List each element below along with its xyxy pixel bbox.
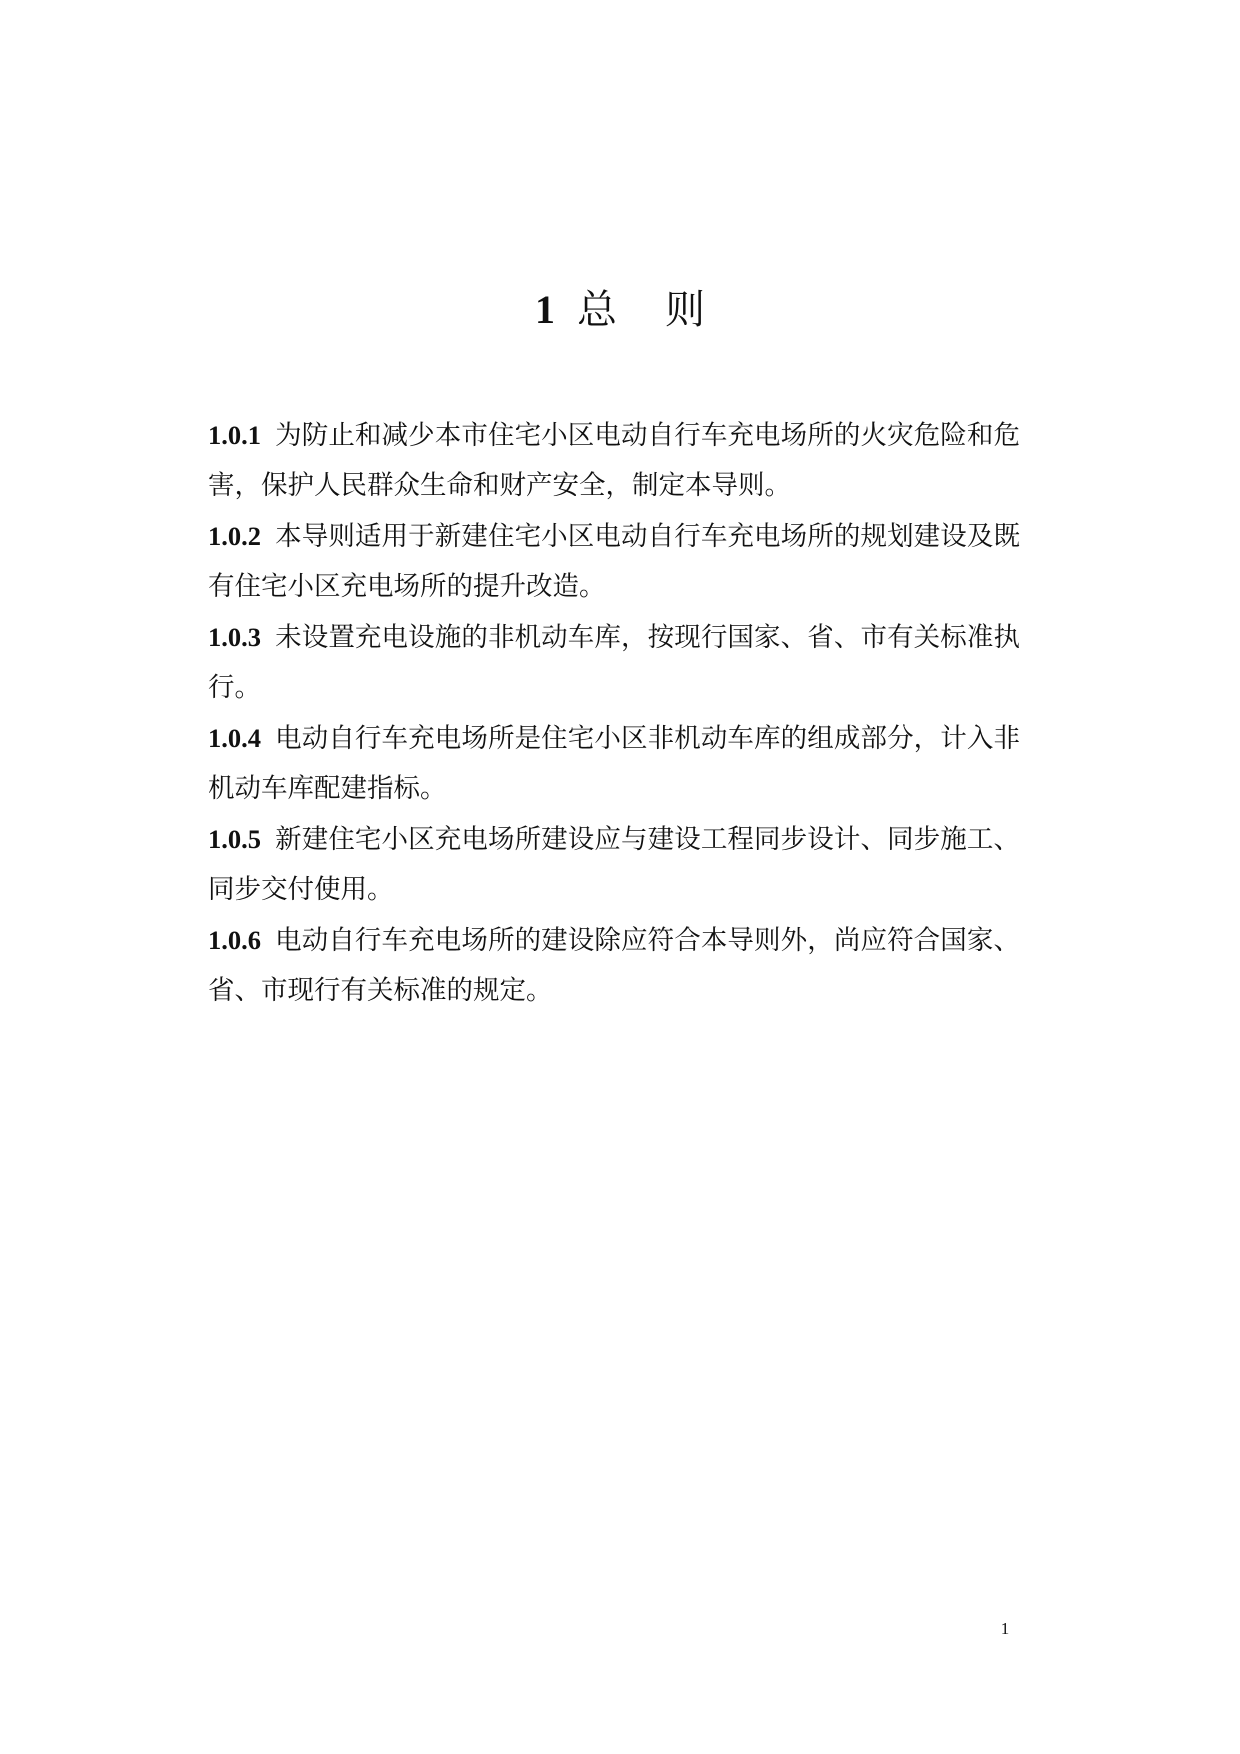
- clause-id: 1.0.5: [208, 824, 261, 854]
- clause-text: 电动自行车充电场所是住宅小区非机动车库的组成部分，计入非机动车库配建指标。: [208, 723, 1020, 804]
- clause-id: 1.0.4: [208, 723, 261, 753]
- chapter-title-char-2: 则: [665, 287, 705, 333]
- page-number: 1: [1000, 1619, 1010, 1638]
- clause-text: 电动自行车充电场所的建设除应符合本导则外，尚应符合国家、省、市现行有关标准的规定。: [208, 925, 1020, 1006]
- clause-id: 1.0.1: [208, 420, 261, 450]
- clause-text: 为防止和减少本市住宅小区电动自行车充电场所的火灾危险和危害，保护人民群众生命和财产安全，制定本导则。: [208, 420, 1020, 501]
- clause-list: [208, 410, 1020, 1016]
- chapter-number: 1: [535, 287, 555, 332]
- clause-id: 1.0.6: [208, 925, 261, 955]
- clause-1-0-2: [208, 511, 1020, 612]
- clause-id: 1.0.2: [208, 521, 261, 551]
- clause-1-0-5: [208, 814, 1020, 915]
- chapter-title-char-1: 总: [577, 287, 617, 333]
- chapter-title: [0, 282, 1240, 338]
- clause-text: 本导则适用于新建住宅小区电动自行车充电场所的规划建设及既有住宅小区充电场所的提升改造。: [208, 521, 1020, 602]
- clause-1-0-3: [208, 612, 1020, 713]
- clause-id: 1.0.3: [208, 622, 261, 652]
- clause-text: 未设置充电设施的非机动车库，按现行国家、省、市有关标准执行。: [208, 622, 1020, 703]
- clause-1-0-4: [208, 713, 1020, 814]
- clause-1-0-6: [208, 915, 1020, 1016]
- clause-1-0-1: [208, 410, 1020, 511]
- clause-text: 新建住宅小区充电场所建设应与建设工程同步设计、同步施工、同步交付使用。: [208, 824, 1020, 905]
